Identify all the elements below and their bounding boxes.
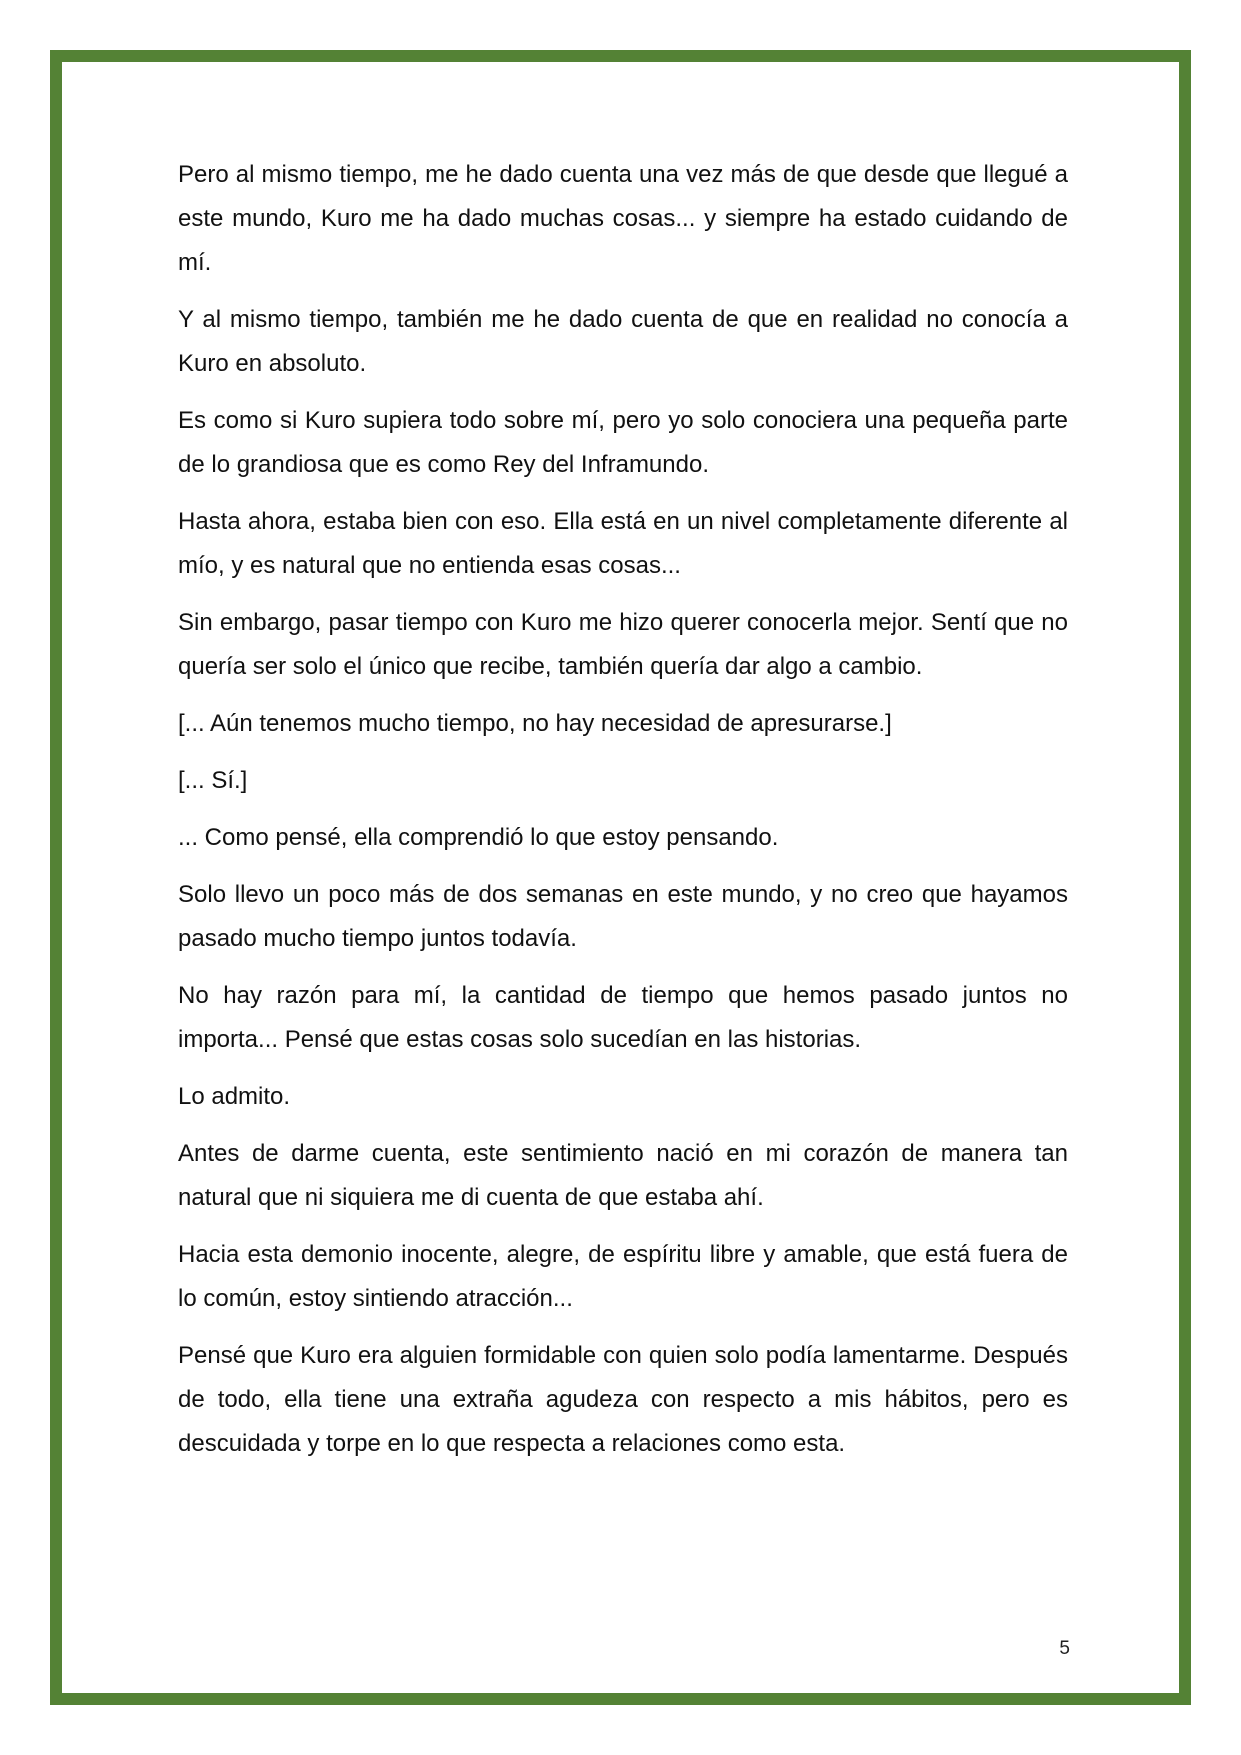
paragraph: Hasta ahora, estaba bien con eso. Ella está en un nivel completamente diferente al mío, y es natural que no entienda esas cosas...	[178, 508, 1068, 579]
paragraph: ... Como pensé, ella comprendió lo que estoy pensando.	[178, 824, 779, 851]
paragraph: Lo admito.	[178, 1083, 291, 1110]
paragraph: Solo llevo un poco más de dos semanas en este mundo, y no creo que hayamos pasado mucho tiempo juntos todavía.	[178, 881, 1068, 952]
paragraph: Hacia esta demonio inocente, alegre, de espíritu libre y amable, que está fuera de lo común, estoy sintiendo atracción...	[178, 1241, 1068, 1312]
paragraph: No hay razón para mí, la cantidad de tiempo que hemos pasado juntos no importa... Pensé que estas cosas solo sucedían en las historias.	[178, 982, 1068, 1053]
dialogue-line: [... Aún tenemos mucho tiempo, no hay necesidad de apresurarse.]	[178, 710, 892, 737]
page-number: 5	[1059, 1638, 1070, 1659]
document-body	[178, 153, 1068, 1479]
paragraph: Sin embargo, pasar tiempo con Kuro me hizo querer conocerla mejor. Sentí que no quería ser solo el único que recibe, también quería dar algo a cambio.	[178, 609, 1068, 680]
paragraph: Pero al mismo tiempo, me he dado cuenta una vez más de que desde que llegué a este mundo, Kuro me ha dado muchas cosas... y siempre ha estado cuidando de mí.	[178, 161, 1068, 276]
paragraph: Antes de darme cuenta, este sentimiento nació en mi corazón de manera tan natural que ni siquiera me di cuenta de que estaba ahí.	[178, 1140, 1068, 1211]
paragraph: Y al mismo tiempo, también me he dado cuenta de que en realidad no conocía a Kuro en absoluto.	[178, 306, 1068, 377]
paragraph: Pensé que Kuro era alguien formidable con quien solo podía lamentarme. Después de todo, ella tiene una extraña agudeza con respecto a mis hábitos, pero es descuidada y torpe en lo que respecta a relaciones como esta.	[178, 1342, 1068, 1457]
dialogue-line: [... Sí.]	[178, 767, 248, 794]
paragraph: Es como si Kuro supiera todo sobre mí, pero yo solo conociera una pequeña parte de lo grandiosa que es como Rey del Inframundo.	[178, 407, 1068, 478]
